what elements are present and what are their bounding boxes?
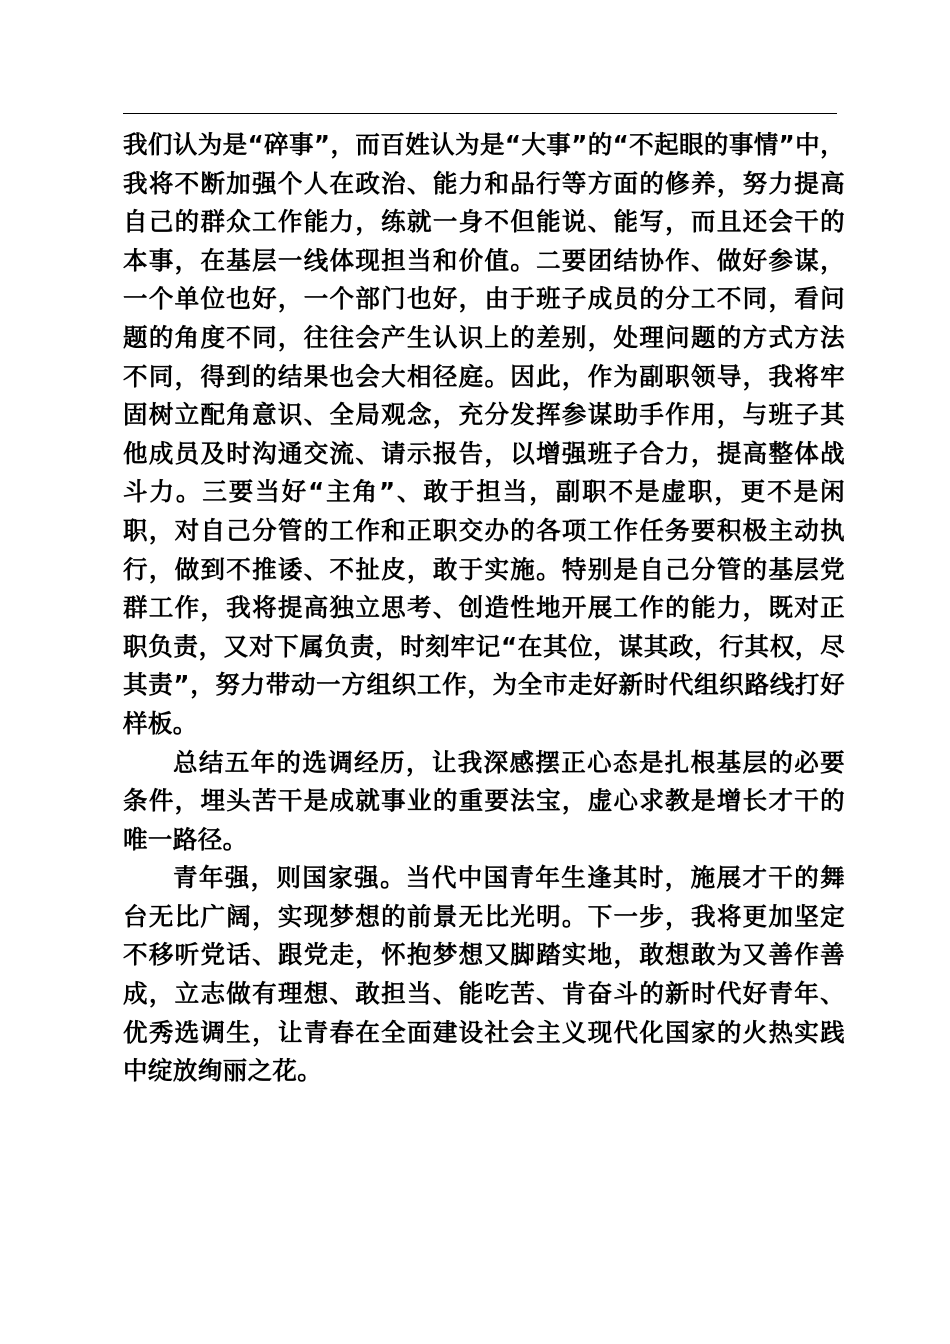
header-rule <box>123 113 837 114</box>
paragraph-conclusion: 青年强，则国家强。当代中国青年生逢其时，施展才干的舞台无比广阔，实现梦想的前景无比光明。下一步，我将更加坚定不移听党话、跟党走，怀抱梦想又脚踏实地，敢想敢为又善作善成，立志做有理想、敢担当、能吃苦、肯奋斗的新时代好青年、优秀选调生，让青春在全面建设社会主义现代化国家的火热实践中绽放绚丽之花。 <box>123 863 845 1086</box>
paragraph-continuation: 我们认为是“碎事”，而百姓认为是“大事”的“不起眼的事情”中，我将不断加强个人在政治、能力和品行等方面的修养，努力提高自己的群众工作能力，练就一身不但能说、能写，而且还会干的本事，在基层一线体现担当和价值。二要团结协作、做好参谋，一个单位也好，一个部门也好，由于班子成员的分工不同，看问题的角度不同，往往会产生认识上的差别，处理问题的方式方法不同，得到的结果也会大相径庭。因此，作为副职领导，我将牢固树立配角意识、全局观念，充分发挥参谋助手作用，与班子其他成员及时沟通交流、请示报告，以增强班子合力，提高整体战斗力。三要当好“主角”、敢于担当，副职不是虚职，更不是闲职，对自己分管的工作和正职交办的各项工作任务要积极主动执行，做到不推诿、不扯皮，敢于实施。特别是自己分管的基层党群工作，我将提高独立思考、创造性地开展工作的能力，既对正职负责，又对下属负责，时刻牢记“在其位，谋其政，行其权，尽其责”，努力带动一方组织工作，为全市走好新时代组织路线打好样板。 <box>123 130 845 738</box>
document-body <box>123 126 845 1091</box>
paragraph-summary: 总结五年的选调经历，让我深感摆正心态是扎根基层的必要条件，埋头苦干是成就事业的重要法宝，虚心求教是增长才干的唯一路径。 <box>123 747 845 854</box>
